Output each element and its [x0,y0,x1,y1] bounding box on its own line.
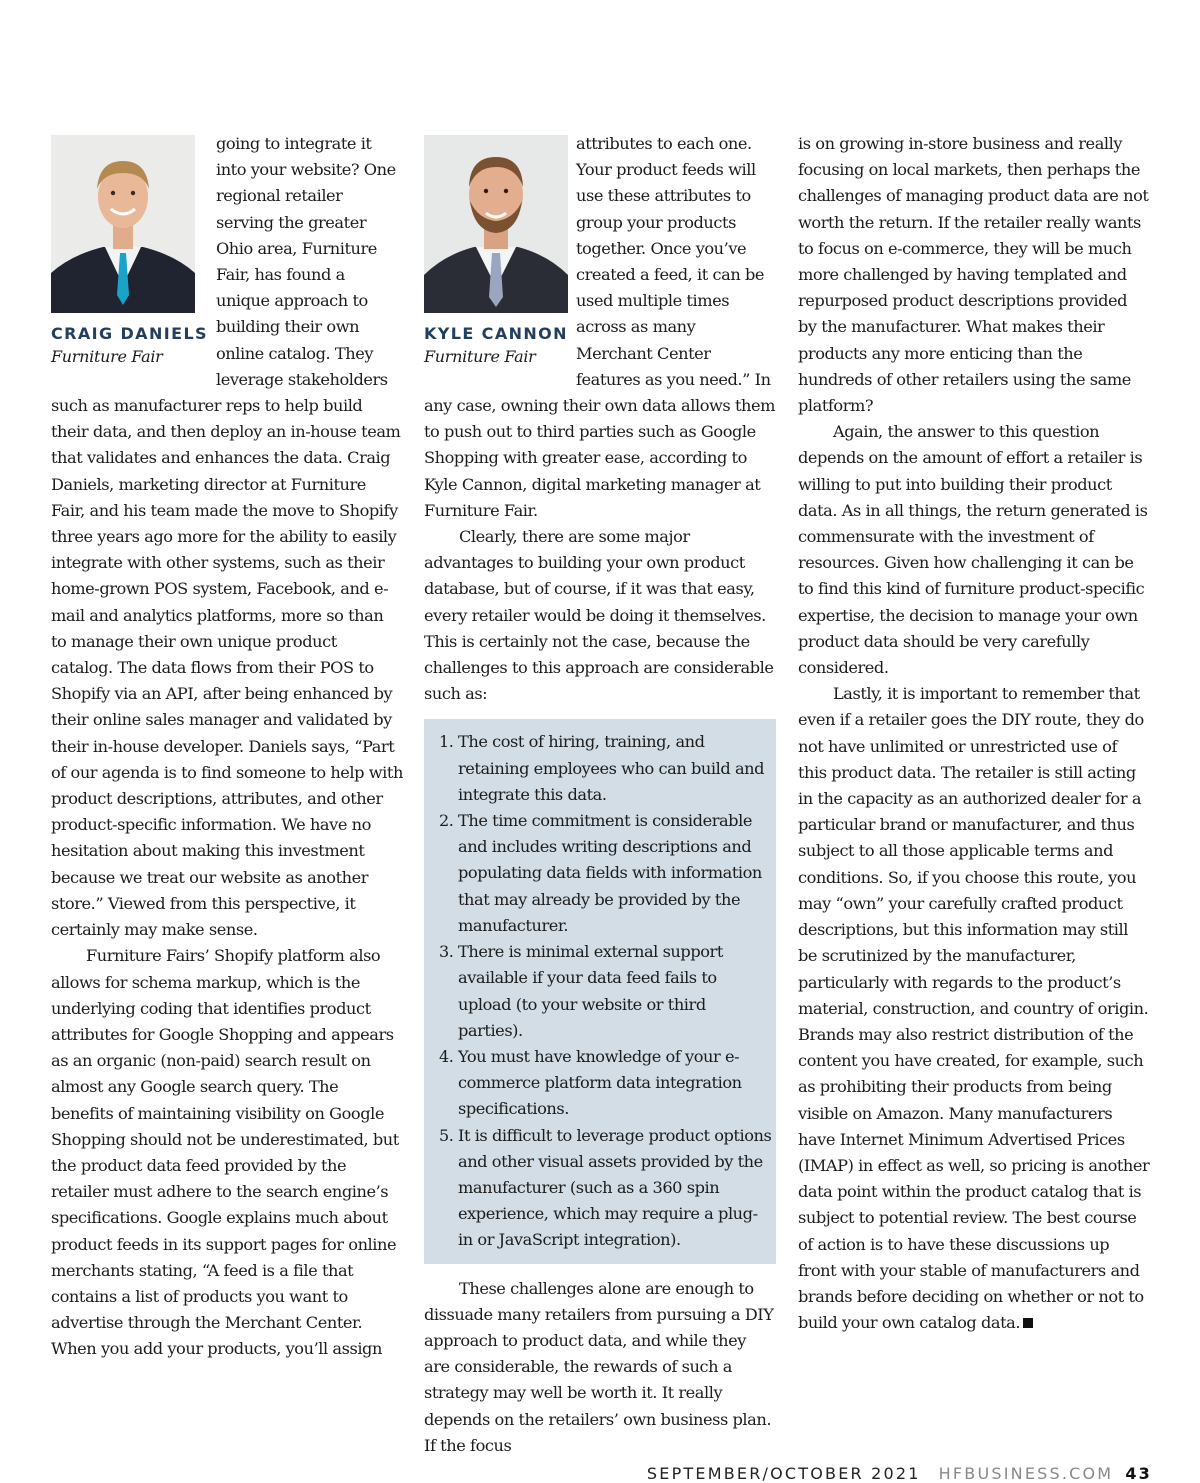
craig-daniels-photo [51,135,195,313]
profile-company: Furniture Fair [51,347,163,366]
end-mark-icon [1023,1318,1033,1328]
profile-name: KYLE CANNON [424,324,568,343]
paragraph-text: Lastly, it is important to remember that even if a retailer goes the DIY route, they do not have unlimited or unrestricted use of this product data. The retailer is still acting in the capacity as an authorized dealer for a particular brand or manufacturer, and thus subject to all those applicable terms and conditions. So, if you choose this route, you may “own” your carefully crafted product descriptions, but this information may still be scrutinized by the manufacturer, particularly with regards to the product’s material, construction, and country of origin. Brands may also restrict distribution of the content you have created, for example, such as prohibiting their products from being visible on Amazon. Many manufacturers have Internet Minimum Advertised Prices (IMAP) in effect as well, so pricing is another data point within the product catalog that is subject to potential review. The best course of action is to have these discussions up front with your stable of manufacturers and brands before deciding on whether or not to build your own catalog data. [798,684,1150,1333]
paragraph-final [798,681,1150,1336]
list-item: 3. There is minimal external support available if your data feed fails to upload (to your website or third parties). [458,939,772,1044]
paragraph: Clearly, there are some major advantages to building your own product database, but of course, if it was that easy, every retailer would be doing it themselves. This is certainly not the case, because the challenges to this approach are considerable such as: [424,527,774,704]
page-number: 43 [1125,1464,1152,1483]
challenges-list [438,729,772,1253]
list-item: 4. You must have knowledge of your e-commerce platform data integration specifications. [458,1044,772,1123]
article-column-2 [424,131,776,1459]
issue-date: SEPTEMBER/OCTOBER 2021 [646,1464,921,1483]
list-item: 1. The cost of hiring, training, and retaining employees who can build and integrate this data. [458,729,772,808]
paragraph: is on growing in-store business and really focusing on local markets, then perhaps the challenges of managing product data are not worth the return. If the retailer really wants to focus on e-commerce, they will be much more challenged by having templated and repurposed product descriptions provided by the manufacturer. What makes their products any more enticing than the hundreds of other retailers using the same platform? [798,134,1149,416]
paragraph: Furniture Fairs’ Shopify platform also allows for schema markup, which is the underlying coding that identifies product attributes for Google Shopping and appears as an organic (non-paid) search result on almost any Google search query. The benefits of maintaining visibility on Google Shopping should not be underestimated, but the product data feed provided by the retailer must adhere to the search engine’s specifications. Google explains much about product feeds in its support pages for online merchants stating, “A feed is a file that contains a list of products you want to advertise through the Merchant Center. When you add your products, you’ll assign [51,946,399,1359]
website: HFBUSINESS.COM [938,1464,1114,1483]
article-column-3 [798,131,1150,1336]
kyle-cannon-photo [424,135,568,313]
profile-craig-daniels [51,135,208,369]
challenges-sidebar-box [424,719,776,1263]
profile-company: Furniture Fair [424,347,536,366]
paragraph: going to integrate it into your website? One regional retailer serving the greater Ohio area, Furniture Fair, has found a unique approach to building their own online catalog. They leverage stakeholders such as manufacturer reps to help build their data, and then deploy an in-house team that validates and enhances the data. Craig Daniels, marketing director at Furniture Fair, and his team made the move to Shopify three years ago more for the ability to easily integrate with other systems, such as their home-grown POS system, Facebook, and e-mail and analytics platforms, more so than to manage their own unique product catalog. The data flows from their POS to Shopify via an API, after being enhanced by their online sales manager and validated by their in-house developer. Daniels says, “Part of our agenda is to find someone to help with product descriptions, attributes, and other product-specific information. We have no hesitation about making this investment because we treat our website as another store.” Viewed from this perspective, it certainly may make sense. [51,134,403,940]
paragraph: Again, the answer to this question depends on the amount of effort a retailer is willing to put into building their product data. As in all things, the return generated is commensurate with the investment of resources. Given how challenging it can be to find this kind of furniture product-specific expertise, the decision to manage your own product data should be very carefully considered. [798,422,1148,678]
paragraph: These challenges alone are enough to dissuade many retailers from pursuing a DIY approach to product data, and while they are considerable, the rewards of such a strategy may well be worth it. It really depends on the retailers’ own business plan. If the focus [424,1278,774,1455]
paragraph: attributes to each one. Your product feeds will use these attributes to group your products together. Once you’ve created a feed, it can be used multiple times across as many Merchant Center features as you need.” In any case, owning their own data allows them to push out to third parties such as Google Shopping with greater ease, according to Kyle Cannon, digital marketing manager at Furniture Fair. [424,134,776,520]
list-item: 5. It is difficult to leverage product options and other visual assets provided by the manufacturer (such as a 360 spin experience, which may require a plug-in or JavaScript integration). [458,1123,772,1254]
article-column-1 [51,131,403,1363]
page-footer [647,1464,1152,1483]
profile-name: CRAIG DANIELS [51,324,208,343]
profile-kyle-cannon [424,135,568,369]
list-item: 2. The time commitment is considerable and includes writing descriptions and populating data fields with information that may already be provided by the manufacturer. [458,808,772,939]
